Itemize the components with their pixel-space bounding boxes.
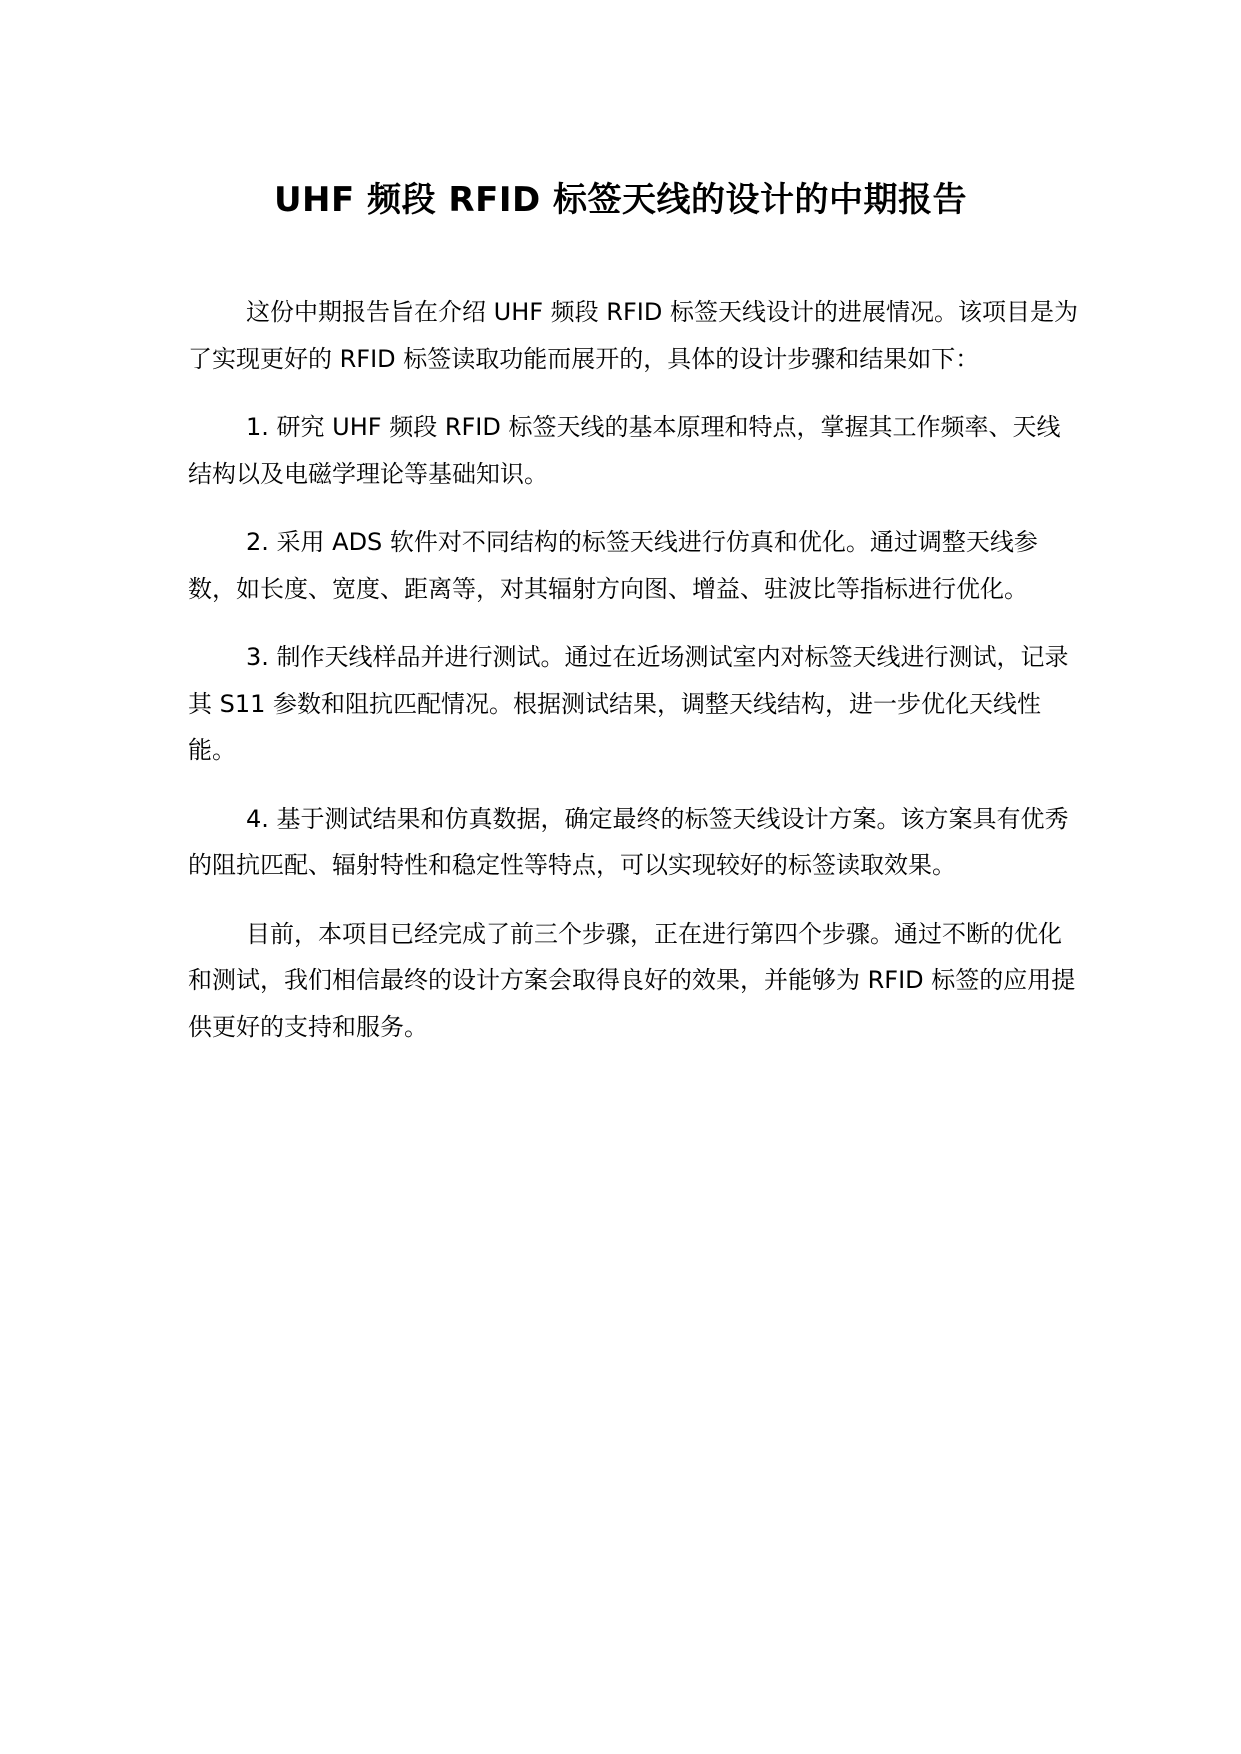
intro-paragraph: 这份中期报告旨在介绍 UHF 频段 RFID 标签天线设计的进展情况。该项目是为了实现更好的 RFID 标签读取功能而展开的，具体的设计步骤和结果如下： xyxy=(188,298,1078,373)
document-title: UHF 频段 RFID 标签天线的设计的中期报告 xyxy=(273,180,968,220)
step-2-paragraph: 2. 采用 ADS 软件对不同结构的标签天线进行仿真和优化。通过调整天线参数，如长度、宽度、距离等，对其辐射方向图、增益、驻波比等指标进行优化。 xyxy=(188,528,1038,603)
step-1-paragraph: 1. 研究 UHF 频段 RFID 标签天线的基本原理和特点，掌握其工作频率、天线结构以及电磁学理论等基础知识。 xyxy=(188,413,1061,488)
status-paragraph: 目前，本项目已经完成了前三个步骤，正在进行第四个步骤。通过不断的优化和测试，我们相信最终的设计方案会取得良好的效果，并能够为 RFID 标签的应用提供更好的支持和服务。 xyxy=(188,919,1076,1041)
step-4-paragraph: 4. 基于测试结果和仿真数据，确定最终的标签天线设计方案。该方案具有优秀的阻抗匹配、辐射特性和稳定性等特点，可以实现较好的标签读取效果。 xyxy=(188,804,1069,879)
document-body xyxy=(188,289,1078,1072)
step-3-paragraph: 3. 制作天线样品并进行测试。通过在近场测试室内对标签天线进行测试，记录其 S11 参数和阻抗匹配情况。根据测试结果，调整天线结构，进一步优化天线性能。 xyxy=(188,643,1069,764)
